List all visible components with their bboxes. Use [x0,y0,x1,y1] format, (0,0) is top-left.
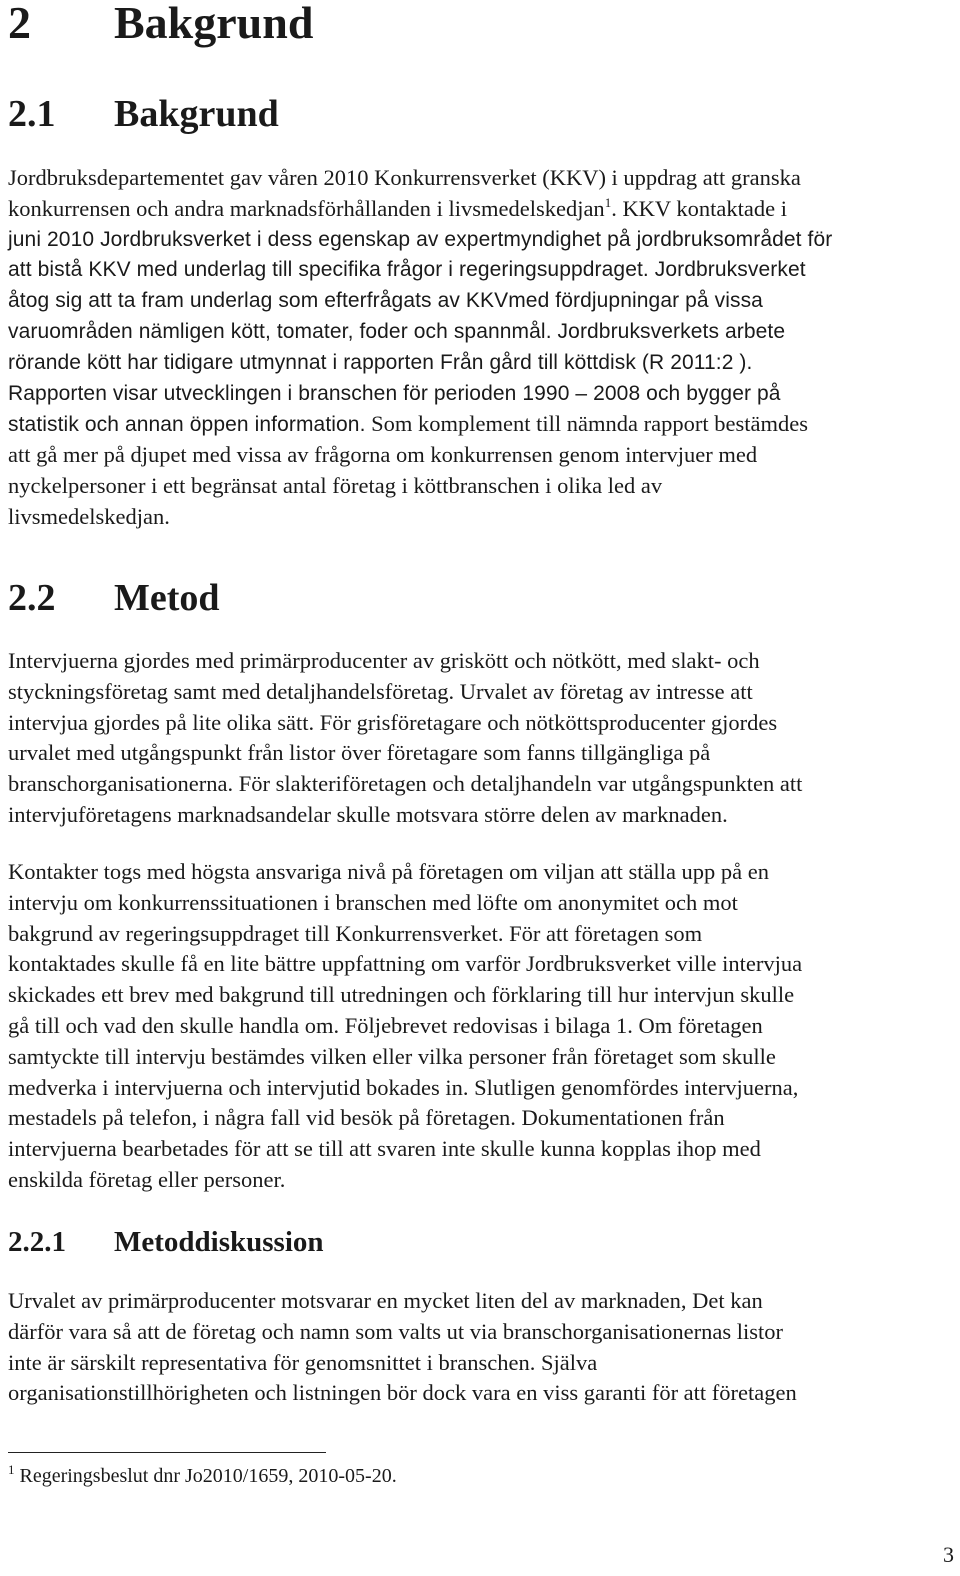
paragraph-line: nyckelpersoner i ett begränsat antal företag i köttbranschen i olika led av [8,472,663,498]
paragraph-line: intervjua gjordes på lite olika sätt. För grisföretagare och nötköttsproducenter gjordes [8,709,778,735]
paragraph-line: att bistå KKV med underlag till specifika frågor i regeringsuppdraget. Jordbruksverket [8,258,806,282]
paragraph-line: att gå mer på djupet med vissa av frågorna om konkurrensen genom intervjuer med [8,442,758,468]
paragraph-line: intervjuföretagens marknadsandelar skulle motsvara större delen av marknaden. [8,801,728,827]
paragraph-line: intervjuerna bearbetades för att se till att svaren inte skulle kunna kopplas ihop med [8,1136,761,1162]
paragraph-line [8,194,832,225]
paragraph-line: kontaktades skulle få en lite bättre uppfattning om varför Jordbruksverket ville intervjua [8,951,803,977]
footnote-reference[interactable]: 1 [604,194,612,210]
paragraph-line: organisationstillhörigheten och listningen bör dock vara en viss garanti för att företagen [8,1380,797,1406]
section-heading-2-2 [8,578,220,618]
paragraph-line: urvalet med utgångspunkt från listor över företagare som fanns tillgängliga på [8,740,711,766]
paragraph-line: livsmedelskedjan. [8,503,170,529]
section-title: Metod [114,577,220,619]
paragraph-line: medverka i intervjuerna och intervjutid bokades in. Slutligen genomfördes intervjuerna, [8,1074,799,1100]
line-text: Som komplement till nämnda rapport bestämdes [365,411,808,437]
section-number: 2.2 [8,577,56,619]
chapter-heading [8,0,313,46]
section-title: Metoddiskussion [114,1226,324,1258]
line-text: . KKV kontaktade i [611,195,787,221]
paragraph-line: Kontakter togs med högsta ansvariga nivå på företagen om viljan att ställa upp på en [8,859,770,884]
section-2-2-paragraph-1 [8,646,802,831]
chapter-title: Bakgrund [114,0,314,48]
paragraph-line: rörande kött har tidigare utmynnat i rapporten Från gård till köttdisk (R 2011:2 ). [8,350,753,374]
section-2-2-1-paragraph [8,1286,797,1409]
page-number: 3 [943,1542,954,1567]
paragraph-line: Jordbruksdepartementet gav våren 2010 Konkurrensverket (KKV) i uppdrag att granska [8,165,801,190]
paragraph-line: varuområden nämligen kött, tomater, foder och spannmål. Jordbruksverkets arbete [8,319,786,343]
paragraph-line: åtog sig att ta fram underlag som efterfrågats av KKVmed fördjupningar på vissa [8,289,763,313]
chapter-number: 2 [8,0,31,48]
paragraph-line [8,409,832,440]
paragraph-line: gå till och vad den skulle handla om. Följebrevet redovisas i bilaga 1. Om företagen [8,1012,763,1038]
line-text: statistik och annan öppen information. [8,413,366,437]
paragraph-line: inte är särskilt representativa för genomsnittet i branschen. Själva [8,1349,598,1375]
footnote [8,1464,397,1488]
paragraph-line: samtyckte till intervju bestämdes vilken eller vilka personer från företaget som skulle [8,1043,776,1069]
footnote-text: Regeringsbeslut dnr Jo2010/1659, 2010-05-20. [14,1465,397,1487]
section-number: 2.2.1 [8,1226,66,1258]
paragraph-line: juni 2010 Jordbruksverket i dess egenskap av expertmyndighet på jordbruksområdet för [8,227,833,251]
line-text: konkurrensen och andra marknadsförhållanden i livsmedelskedjan [8,195,605,221]
footnote-separator [8,1452,326,1453]
paragraph-line: branschorganisationerna. För slakteriföretagen och detaljhandeln var utgångspunkten att [8,771,803,797]
paragraph-line: därför vara så att de företag och namn som valts ut via branschorganisationernas listor [8,1318,783,1344]
section-heading-2-2-1 [8,1226,324,1258]
section-2-2-paragraph-2 [8,857,802,1196]
paragraph-line: bakgrund av regeringsuppdraget till Konkurrensverket. För att företagen som [8,920,703,946]
footnote-marker: 1 [8,1462,15,1477]
section-2-1-paragraph [8,163,832,533]
paragraph-line: Urvalet av primärproducenter motsvarar en mycket liten del av marknaden, Det kan [8,1288,763,1313]
section-title: Bakgrund [114,93,279,135]
paragraph-line: intervju om konkurrenssituationen i branschen med löfte om anonymitet och mot [8,889,738,915]
paragraph-line: Rapporten visar utvecklingen i branschen för perioden 1990 – 2008 och bygger på [8,381,781,405]
paragraph-line: skickades ett brev med bakgrund till utredningen och förklaring till hur intervjun skulle [8,982,795,1008]
paragraph-line: mestadels på telefon, i några fall vid besök på företagen. Dokumentationen från [8,1105,725,1131]
section-number: 2.1 [8,93,56,135]
paragraph-line: enskilda företag eller personer. [8,1166,286,1192]
paragraph-line: Intervjuerna gjordes med primärproducenter av griskött och nötkött, med slakt- och [8,648,760,673]
paragraph-line: styckningsföretag samt med detaljhandelsföretag. Urvalet av företag av intresse att [8,678,753,704]
section-heading-2-1 [8,94,279,134]
